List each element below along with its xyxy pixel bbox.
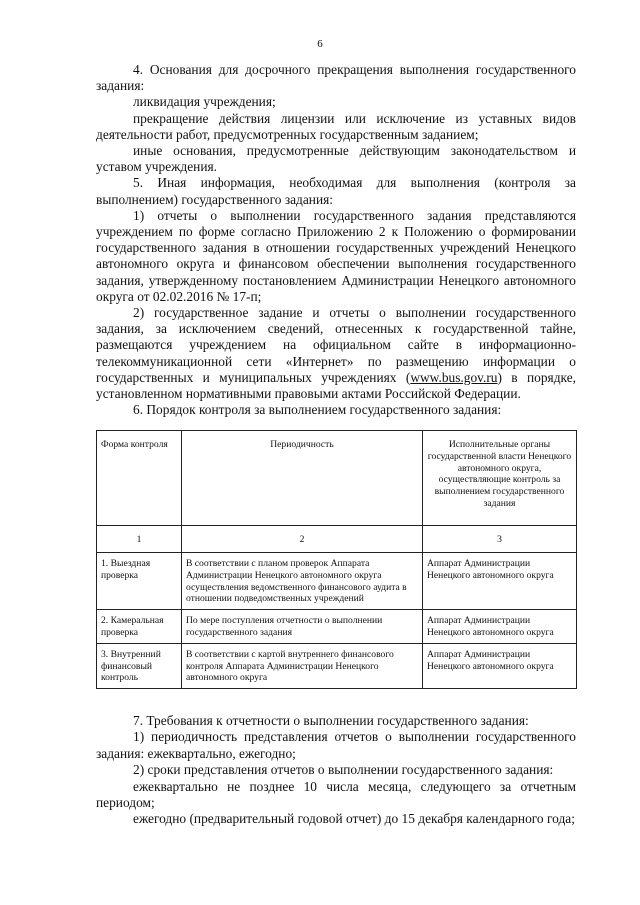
table-cell: 1. Выездная проверка bbox=[97, 553, 182, 610]
header-authority: Исполнительные органы государственной власти Ненецкого автономного округа, осуществляющие контроль за выполнением государственного задания bbox=[423, 431, 577, 526]
table-cell: 2. Камеральная проверка bbox=[97, 610, 182, 644]
table-cell: Аппарат Администрации Ненецкого автономного округа bbox=[423, 610, 577, 644]
paragraph-4: 4. Основания для досрочного прекращения выполнения государственного задания: bbox=[96, 62, 576, 94]
col-number: 2 bbox=[182, 526, 423, 553]
paragraph-7-item-1: 1) периодичность представления отчетов о выполнении государственного задания: ежеквартально, ежегодно; bbox=[96, 729, 576, 761]
paragraph-5-item-1: 1) отчеты о выполнении государственного задания представляются учреждением по форме согласно Приложению 2 к Положению о формировании государственного задания в отношении государственных учреждений Ненецкого автономного округа и финансовом обеспечении выполнения государственного задания, утвержденному постановлением Администрации Ненецкого автономного округа от 02.02.2016 № 17-п; bbox=[96, 207, 576, 304]
header-form: Форма контроля bbox=[97, 431, 182, 526]
header-period: Периодичность bbox=[182, 431, 423, 526]
paragraph-6: 6. Порядок контроля за выполнением государственного задания: bbox=[133, 402, 502, 418]
paragraph-4-item-3: иные основания, предусмотренные действующим законодательством и уставом учреждения. bbox=[96, 143, 576, 175]
table-cell: Аппарат Администрации Ненецкого автономного округа bbox=[423, 643, 577, 688]
table-cell: В соответствии с картой внутреннего финансового контроля Аппарата Администрации Ненецкого автономного округа bbox=[182, 643, 423, 688]
paragraph-7-quarterly: ежеквартально не позднее 10 числа месяца, следующего за отчетным периодом; bbox=[96, 778, 576, 811]
table-cell: По мере поступления отчетности о выполнении государственного задания bbox=[182, 610, 423, 644]
control-table bbox=[96, 430, 577, 689]
col-number: 3 bbox=[423, 526, 577, 553]
table-row bbox=[97, 643, 577, 688]
table-cell: Аппарат Администрации Ненецкого автономного округа bbox=[423, 553, 577, 610]
table-row bbox=[97, 553, 577, 610]
paragraph-5-item-2: 2) государственное задание и отчеты о выполнении государственного задания, за исключением сведений, отнесенных к государственной тайне, размещаются учреждением на официальном сайте в информационно-телекоммуникационной сети «Интернет» по размещению информации о государственных и муниципальных учреждениях (www.bus.gov.ru) в порядке, установленном нормативными правовыми актами Российской Федерации. bbox=[96, 305, 576, 402]
paragraph-7-annual: ежегодно (предварительный годовой отчет) до 15 декабря календарного года; bbox=[133, 811, 575, 827]
paragraph-7-item-2: 2) сроки представления отчетов о выполнении государственного задания: bbox=[133, 762, 554, 778]
document-body-top bbox=[96, 62, 576, 418]
paragraph-7: 7. Требования к отчетности о выполнении государственного задания: bbox=[133, 713, 529, 728]
table-cell: В соответствии с планом проверок Аппарата Администрации Ненецкого автономного округа осуществления ведомственного финансового аудита в отношении подведомственных учреждений bbox=[182, 553, 423, 610]
table-header-row bbox=[97, 431, 577, 526]
table-row bbox=[97, 610, 577, 644]
paragraph-4-item-2: прекращение действия лицензии или исключение из уставных видов деятельности работ, предусмотренных государственным заданием; bbox=[96, 110, 576, 142]
bus-gov-link[interactable]: www.bus.gov.ru bbox=[410, 369, 498, 385]
paragraph-5: 5. Иная информация, необходимая для выполнения (контроля за выполнением) государственного задания: bbox=[96, 175, 576, 207]
table-number-row bbox=[97, 526, 577, 553]
table-cell: 3. Внутренний финансовый контроль bbox=[97, 643, 182, 688]
col-number: 1 bbox=[97, 526, 182, 553]
paragraph-4-item-1: ликвидация учреждения; bbox=[133, 94, 276, 110]
document-body-bottom bbox=[96, 713, 576, 828]
page-number: 6 bbox=[317, 38, 323, 50]
